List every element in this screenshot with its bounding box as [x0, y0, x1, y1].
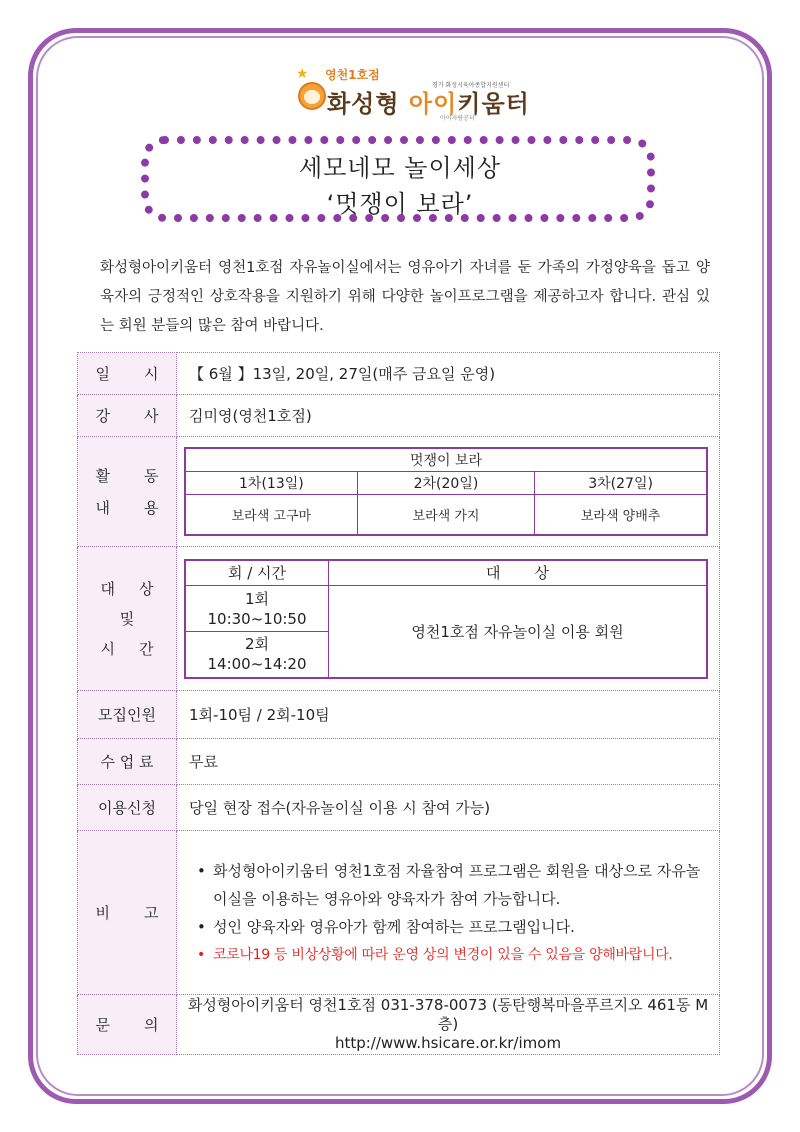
- target-table: [184, 559, 708, 679]
- row-target: [78, 547, 720, 691]
- session-title: 1차(13일): [185, 472, 357, 495]
- star-icon: ★: [296, 66, 309, 82]
- contact-info: 화성형아이키움터 영천1호점 031-378-0073 (동탄행복마을푸르지오 461동 M층): [187, 996, 709, 1033]
- value-date: 【 6월 】13일, 20일, 27일(매주 금요일 운영): [177, 353, 720, 395]
- slot-header: 회 / 시간: [185, 560, 329, 586]
- row-apply: [78, 785, 720, 831]
- page-title: 세모네모 놀이세상: [298, 154, 502, 182]
- intro-paragraph: 화성형아이키움터 영천1호점 자유놀이실에서는 영유아기 자녀를 둔 가족의 가정양육을 돕고 양육자의 긍정적인 상호작용을 지원하기 위해 다양한 놀이프로그램을 제공하고자 합니다. 관심 있는 회원 분들의 많은 참여 바랍니다.: [100, 260, 710, 334]
- row-fee: [78, 739, 720, 785]
- label-apply: 이용신청: [78, 785, 177, 831]
- activity-header: 멋쟁이 보라: [185, 448, 707, 472]
- logo-tagline: 아이자람공터: [440, 115, 475, 122]
- slot-2: 2회 14:00~14:20: [185, 632, 329, 678]
- session-title: 2차(20일): [357, 472, 534, 495]
- warning-item: • 코로나19 등 비상상황에 따라 운영 상의 변경이 있을 수 있음을 양해바랍니다.: [197, 941, 705, 969]
- list-item: • 화성형아이키움터 영천1호점 자율참여 프로그램은 회원을 대상으로 자유놀이실을 이용하는 영유아와 양육자가 참여 가능합니다.: [197, 857, 705, 913]
- logo-branch: 영천1호점: [325, 68, 380, 82]
- row-contact: [78, 995, 720, 1055]
- notes-list: [183, 857, 705, 969]
- logo-org: 경기 화성시육아종합지원센터: [432, 82, 510, 89]
- audience-header: 대 상: [329, 560, 708, 586]
- value-apply: 당일 현장 접수(자유놀이실 이용 시 참여 가능): [177, 785, 720, 831]
- row-recruit: [78, 691, 720, 739]
- label-date: 일 시: [78, 353, 177, 395]
- value-fee: 무료: [177, 739, 720, 785]
- row-instructor: [78, 395, 720, 437]
- list-item: • 성인 양육자와 영유아가 함께 참여하는 프로그램입니다.: [197, 913, 705, 941]
- row-activity: [78, 437, 720, 547]
- contact-cell: [177, 995, 720, 1055]
- row-notes: [78, 831, 720, 995]
- label-instructor: 강 사: [78, 395, 177, 437]
- audience-value: 영천1호점 자유놀이실 이용 회원: [329, 586, 708, 678]
- contact-url[interactable]: http://www.hsicare.or.kr/imom: [334, 1034, 562, 1052]
- session-content: 보라색 고구마: [185, 495, 357, 535]
- value-recruit: 1회-10팀 / 2회-10팀: [177, 691, 720, 739]
- session-content: 보라색 양배추: [535, 495, 707, 535]
- label-fee: 수 업 료: [78, 739, 177, 785]
- activity-cell: [177, 437, 720, 547]
- session-title: 3차(27일): [535, 472, 707, 495]
- info-table: [77, 352, 720, 1055]
- label-recruit: 모집인원: [78, 691, 177, 739]
- session-content: 보라색 가지: [357, 495, 534, 535]
- label-contact: 문 의: [78, 995, 177, 1055]
- slot-1: 1회 10:30~10:50: [185, 586, 329, 632]
- label-target: 대 상 및 시 간: [78, 547, 177, 691]
- value-instructor: 김미영(영천1호점): [177, 395, 720, 437]
- label-notes: 비 고: [78, 831, 177, 995]
- logo-name: 화성형 아이키움터: [327, 90, 530, 118]
- target-cell: [177, 547, 720, 691]
- notes-cell: [177, 831, 720, 995]
- face-inner: [304, 90, 320, 104]
- activity-table: [184, 447, 708, 536]
- page-subtitle: ‘멋쟁이 보라’: [326, 190, 474, 218]
- label-activity: 활 동 내 용: [78, 437, 177, 547]
- row-date: [78, 353, 720, 395]
